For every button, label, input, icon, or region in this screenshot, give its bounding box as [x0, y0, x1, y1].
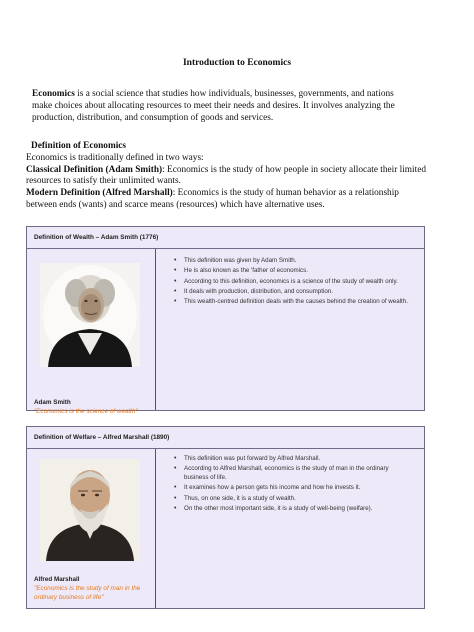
- intro-term: Economics: [32, 89, 75, 99]
- wealth-person-name: Adam Smith: [34, 399, 71, 406]
- wealth-card-points-panel: [156, 249, 424, 410]
- page-title: Introduction to Economics: [182, 58, 292, 68]
- welfare-person-name: Alfred Marshall: [34, 576, 80, 583]
- wealth-points-list: [174, 257, 414, 308]
- definitions-heading: Definition of Economics: [31, 141, 127, 151]
- list-item: • This wealth-centred definition deals with the causes behind the creation of wealth.: [174, 298, 414, 307]
- alfred-marshall-portrait: [40, 459, 140, 561]
- classical-term: Classical Definition (Adam Smith): [26, 164, 163, 175]
- list-item: • He is also known as the 'father of economics.: [174, 267, 414, 276]
- list-item: • It examines how a person gets his income and how he invests it.: [174, 484, 414, 493]
- welfare-person-quote: "Economics is the study of man in the ordinary business of life": [34, 585, 141, 601]
- wealth-card-header: Definition of Wealth – Adam Smith (1776): [27, 227, 424, 249]
- list-item: • Thus, on one side, it is a study of wealth.: [174, 495, 414, 504]
- welfare-card-points-panel: [156, 449, 424, 608]
- modern-definition: [26, 188, 426, 212]
- definitions-section: [26, 141, 426, 212]
- list-item: • According to this definition, economics is a science of the study of wealth only.: [174, 278, 414, 287]
- wealth-definition-card: [26, 226, 425, 415]
- list-item: • It deals with production, distribution, and consumption.: [174, 288, 414, 297]
- modern-text: : Economics is the study of human behavior as a relationship between ends (wants) and scarce means (resources) which have alternative uses.: [26, 188, 399, 210]
- classical-text: : Economics is the study of how people in society allocate their limited resources to satisfy their unlimited wants.: [26, 164, 426, 187]
- definitions-lead: Economics is traditionally defined in two ways:: [26, 152, 204, 163]
- adam-smith-portrait: [40, 263, 140, 367]
- list-item: • On the other most important side, it is a study of well-being (welfare).: [174, 505, 414, 514]
- welfare-points-list: [174, 455, 414, 515]
- intro-text: is a social science that studies how individuals, businesses, governments, and nations make choices about allocating resources to meet their needs and desires. It involves analyzing the production, distribution, and consumption of goods and services.: [32, 89, 395, 124]
- modern-term: Modern Definition (Alfred Marshall): [26, 188, 173, 199]
- list-item: • According to Alfred Marshall, economics is the study of man in the ordinary business of life.: [174, 465, 414, 482]
- intro-paragraph: [32, 88, 412, 125]
- wealth-card-profile: [27, 249, 156, 415]
- wealth-person-quote: "Economics is the science of wealth": [34, 408, 138, 415]
- welfare-card-profile: [27, 449, 156, 608]
- list-item: • This definition was given by Adam Smith.: [174, 257, 414, 266]
- list-item: • This definition was put forward by Alfred Marshall.: [174, 455, 414, 464]
- welfare-definition-card: [26, 426, 425, 609]
- welfare-card-header: Definition of Welfare – Alfred Marshall (1890): [27, 427, 424, 449]
- classical-definition: [26, 165, 426, 189]
